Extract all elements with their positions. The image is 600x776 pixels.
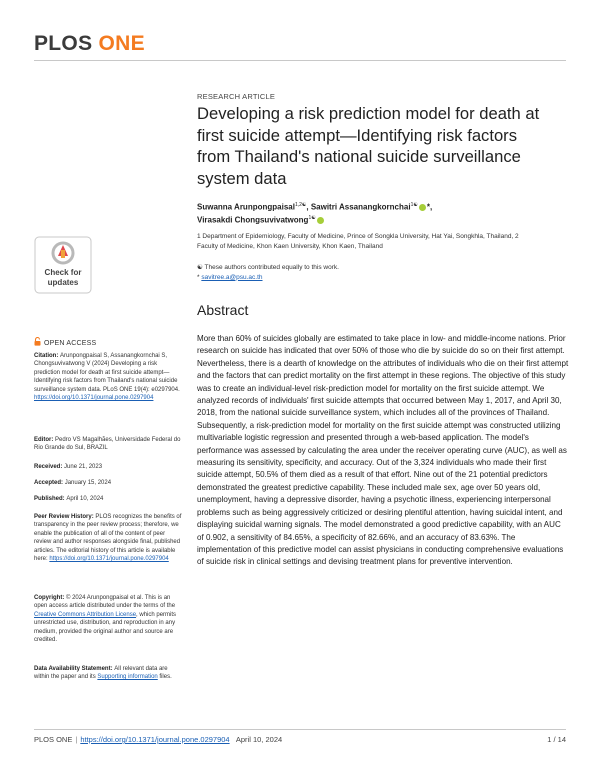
footer-divider [34, 729, 566, 730]
abstract-heading: Abstract [197, 302, 249, 318]
orcid-icon[interactable] [317, 217, 324, 224]
author-list: Suwanna Arunpongpaisal$^{1,2☯}$, Sawitri Assanangkornchai$^{1☯}$ *, Virasakdi Chongsuvivatwong$^{1☯}$ [197, 202, 433, 225]
check-for-updates-label[interactable]: Check for updates [44, 268, 82, 287]
peer-review-block: Peer Review History: PLOS recognizes the benefits of transparency in the peer review process; therefore, we enable the publication of all of the content of peer review and author responses alongside final, published articles. The editorial history of this article is available here: https://doi.org/10.1371/journal.pone.0297904 [34, 514, 182, 563]
page-footer: PLOS ONE | https://doi.org/10.1371/journal.pone.0297904 April 10, 2024 [34, 735, 283, 744]
license-link[interactable]: Creative Commons Attribution License [34, 611, 137, 618]
page-number: 1 / 14 [547, 735, 566, 744]
citation-block: Citation: Arunpongpaisal S, Assanangkornchai S, Chongsuvivatwong V (2024) Developing a risk prediction model for death at first suicide attempt—Identifying risk factors from Thailand's national suicide surveillance system data. PLoS ONE 19(4): e0297904. https://doi.org/10.1371/journal.pone.0297904 [34, 353, 180, 402]
copyright-block: Copyright: © 2024 Arunpongpaisal et al. This is an open access article distributed under the terms of the Creative Commons Attribution License, which permits unrestricted use, distribution, and reproduction in any medium, provided the original author and source are credited. [34, 595, 177, 644]
abstract-text: More than 60% of suicides globally are estimated to take place in low- and middle-income nations. Prior research on suicide has indicated that over 50% of those who die by suicide do so on their first attempt. Nevertheless, there is a dearth of knowledge on the attributes of individuals who die on their first attempt and the factors that can predict mortality on the first attempt in these regions. The objective of this study was to create an individual-level risk-prediction model for mortality on the first suicide attempt. We analyzed records of individuals' first suicide attempts that occurred between May 1, 2017, and April 30, 2018, from the national suicide surveillance system, which includes all of the provinces of Thailand. Subsequently, a risk-prediction model for mortality on the first suicide attempt was constructed utilizing multivariable logistic regression and presented through a web-based application. The model's performance was assessed by calculating the area under the receiver operating curve (AUC), as well as measuring its sensitivity, specificity, and accuracy. Out of the 3,324 individuals who made their first suicide attempt, 50.5% of them died as a result of that effort. Nine out of the 21 potential predictors demonstrated the greatest predictive capability. These included male sex, age over 50 years old, unemployment, having a depressive disorder, having a psychotic illness, experiencing interpersonal problems such as being aggressively criticized or desiring plentiful attention, having suicidal intent, and displaying suicidal warning signals. The model demonstrated a good predictive capability, with an AUC of 0.902, a sensitivity of 84.65%, a specificity of 82.66%, and an accuracy of 83.63%. The implementation of this predictive model can assist physicians in conducting comprehensive evaluations of suicide risk in clinical settings and devising treatment plans for preventive intervention. [197, 334, 569, 567]
orcid-icon[interactable] [419, 204, 426, 211]
citation-doi-link[interactable]: https://doi.org/10.1371/journal.pone.0297904 [34, 395, 154, 402]
author-name: Sawitri Assanangkornchai [310, 202, 411, 212]
author-affil-sup: 1☯ [308, 215, 316, 222]
footer-doi-link[interactable]: https://doi.org/10.1371/journal.pone.0297904 [80, 735, 230, 744]
article-type: RESEARCH ARTICLE [197, 92, 276, 101]
footer-journal: PLOS ONE [34, 735, 73, 744]
author-name: Suwanna Arunpongpaisal [197, 202, 295, 212]
email-link[interactable]: savitree.a@psu.ac.th [201, 273, 263, 281]
received-date: Received: June 21, 2023 [34, 464, 103, 470]
editor-block: Editor: Pedro VS Magalhães, Universidade Federal do Rio Grande do Sul, BRAZIL [34, 437, 181, 452]
accepted-date: Accepted: January 15, 2024 [34, 480, 112, 486]
header-divider [34, 60, 566, 61]
contribution-notes [197, 263, 537, 282]
open-access-label: OPEN ACCESS [34, 337, 96, 347]
footer-date: April 10, 2024 [235, 735, 283, 744]
equal-contribution-note: ☯ These authors contributed equally to this work. [197, 264, 339, 271]
author-name: Virasakdi Chongsuvivatwong [197, 215, 309, 225]
author-affil-sup: 1☯ [410, 202, 418, 208]
open-lock-icon [34, 337, 41, 346]
corresponding-email-line: * savitree.a@psu.ac.th [197, 273, 263, 281]
affiliations: 1 Department of Epidemiology, Faculty of Medicine, Prince of Songkla University, Hat Yai, Songkhla, Thailand, 2 Faculty of Medicine, Khon Kaen University, Khon Kaen, Thailand [197, 233, 519, 250]
article-title: Developing a risk prediction model for death at first suicide attempt—Identifying risk factors from Thailand's national suicide surveillance system data [197, 104, 540, 188]
supporting-info-link[interactable]: Supporting information [97, 674, 158, 681]
peer-review-link[interactable]: https://doi.org/10.1371/journal.pone.0297904 [49, 556, 169, 563]
data-availability-block: Data Availability Statement: All relevant data are within the paper and its Supporting information files. [34, 666, 172, 681]
plos-one-logo[interactable]: PLOS ONE [34, 32, 145, 55]
author-affil-sup: 1,2☯ [294, 202, 307, 208]
published-date: Published: April 10, 2024 [34, 496, 104, 502]
